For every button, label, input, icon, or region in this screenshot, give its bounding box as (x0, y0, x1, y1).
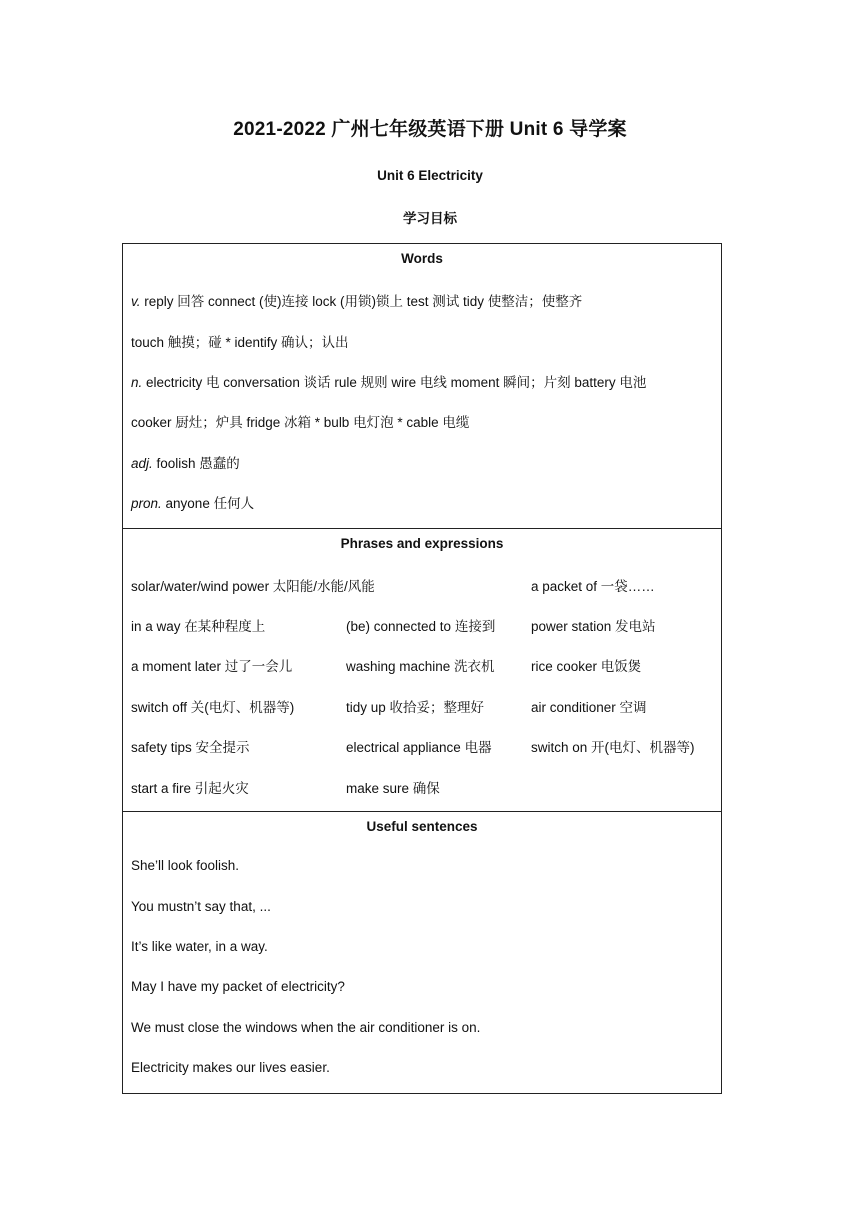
phrase-cell: solar/water/wind power 太阳能/水能/风能 (131, 579, 375, 594)
sentence-item: We must close the windows when the air conditioner is on. (131, 1020, 481, 1035)
phrase-cell: safety tips 安全提示 (131, 740, 250, 755)
document-title: 2021-2022 广州七年级英语下册 Unit 6 导学案 (233, 119, 627, 140)
phrase-cell: tidy up 收拾妥；整理好 (346, 700, 485, 715)
sentences-section-title: Useful sentences (366, 819, 478, 834)
phrase-cell: air conditioner 空调 (531, 700, 647, 715)
phrase-cell: a packet of 一袋…… (531, 579, 655, 594)
words-line (131, 371, 646, 391)
words-text: touch 触摸；碰 * identify 确认；认出 (131, 335, 349, 350)
part-of-speech: adj. (131, 456, 153, 471)
sentence-item: Electricity makes our lives easier. (131, 1060, 330, 1075)
part-of-speech: v. (131, 294, 141, 309)
words-line (131, 411, 469, 431)
sentence-item: She’ll look foolish. (131, 858, 240, 873)
phrase-cell: in a way 在某种程度上 (131, 619, 266, 634)
words-line (131, 290, 582, 310)
words-text: electricity 电 conversation 谈话 rule 规则 wire 电线 moment 瞬间；片刻 battery 电池 (142, 375, 647, 390)
phrase-cell: (be) connected to 连接到 (346, 619, 496, 634)
sentence-item: You mustn’t say that, ... (131, 899, 271, 914)
part-of-speech: pron. (131, 496, 162, 511)
phrase-cell: a moment later 过了一会儿 (131, 659, 293, 674)
words-text: foolish 愚蠢的 (152, 456, 240, 471)
sentence-item: It’s like water, in a way. (131, 939, 268, 954)
phrases-section-title: Phrases and expressions (340, 536, 504, 551)
phrases-section (123, 528, 721, 811)
words-text: cooker 厨灶；炉具 fridge 冰箱 * bulb 电灯泡 * cable 电缆 (131, 415, 470, 430)
section-heading: 学习目标 (403, 211, 457, 226)
words-section-title: Words (401, 251, 443, 266)
words-text: anyone 任何人 (161, 496, 255, 511)
phrase-cell: start a fire 引起火灾 (131, 781, 249, 796)
phrase-cell: switch off 关(电灯、机器等) (131, 700, 295, 715)
phrase-cell: switch on 开(电灯、机器等) (531, 740, 695, 755)
sentences-section (123, 811, 721, 1093)
sentence-item: May I have my packet of electricity? (131, 979, 345, 994)
part-of-speech: n. (131, 375, 143, 390)
learning-objectives-table (122, 243, 722, 1094)
unit-subtitle: Unit 6 Electricity (377, 168, 483, 183)
phrase-cell: make sure 确保 (346, 781, 440, 796)
words-text: reply 回答 connect (使)连接 lock (用锁)锁上 test 测试 tidy 使整洁；使整齐 (140, 294, 583, 309)
phrase-cell: washing machine 洗衣机 (346, 659, 495, 674)
words-line (131, 331, 349, 351)
phrase-cell: rice cooker 电饭煲 (531, 659, 642, 674)
words-section (123, 244, 721, 528)
phrase-cell: power station 发电站 (531, 619, 656, 634)
words-line (131, 452, 240, 472)
phrase-cell: electrical appliance 电器 (346, 740, 492, 755)
words-line (131, 492, 254, 512)
